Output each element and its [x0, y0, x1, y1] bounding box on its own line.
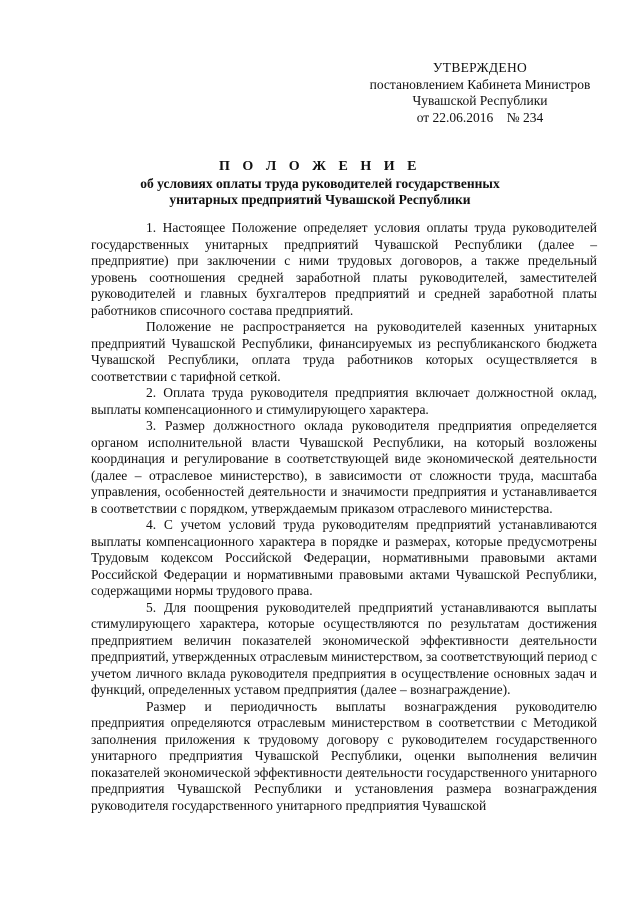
- approval-date-number: от 22.06.2016 № 234: [416, 109, 544, 125]
- paragraph-1: 1. Настоящее Положение определяет условия оплаты труда руководителей государственных унитарных предприятий Чувашской Республики (далее – предприятие) при заключении с ними трудовых договоров, а также предельный уровень соотношения средней заработной платы руководителей, заместителей руководителей и главных бухгалтеров предприятий и средней заработной платы работников списочного состава предприятий.: [91, 220, 597, 318]
- approval-heading: УТВЕРЖДЕНО: [432, 60, 528, 75]
- paragraph-5-continued: Размер и периодичность выплаты вознаграждения руководителю предприятия определяются отраслевым министерством в соответствии с Методикой заполнения приложения к трудовому договору с руководителем государственного унитарного предприятия Чувашской Республики, оценки выполнения величин показателей экономической эффективности деятельности государственного унитарного предприятия Чувашской Республики и установления размера вознаграждения руководителя государственного унитарного предприятия Чувашской: [91, 698, 597, 813]
- document-title-block: [100, 158, 540, 208]
- paragraph-2: 2. Оплата труда руководителя предприятия включает должностной оклад, выплаты компенсационного и стимулирующего характера.: [91, 385, 597, 417]
- paragraph-4: 4. С учетом условий труда руководителям предприятий устанавливаются выплаты компенсационного характера в порядке и размерах, которые предусмотрены Трудовым кодексом Российской Федерации, нормативными правовыми актами Российской Федерации и нормативными правовыми актами Чувашской Республики, содержащими нормы трудового права.: [91, 517, 597, 598]
- paragraph-3: 3. Размер должностного оклада руководителя предприятия определяется органом исполнительной власти Чувашской Республики, на который возложены координация и регулирование в соответствующей виде экономической деятельности (далее – отраслевое министерство), в зависимости от сложности труда, масштаба управления, особенностей деятельности и значимости предприятия и устанавливается в соответствии с порядком, утверждаемым приказом отраслевого министерства.: [91, 418, 597, 516]
- document-body: [91, 220, 597, 814]
- paragraph-5: 5. Для поощрения руководителей предприятий устанавливаются выплаты стимулирующего характера, которые осуществляются по результатам достижения предприятием величин показателей экономической эффективности деятельности предприятий, утвержденных отраслевым министерством, за соответствующий период с учетом личного вклада руководителя предприятия в осуществление основных задач и функций, определенных уставом предприятия (далее – вознаграждение).: [91, 599, 597, 697]
- paragraph-1-note: Положение не распространяется на руководителей казенных унитарных предприятий Чувашской Республики, финансируемых из республиканского бюджета Чувашской Республики, оплата труда работников которых осуществляется в соответствии с тарифной сеткой.: [91, 319, 597, 384]
- document-subtitle-line-1: об условиях оплаты труда руководителей государственных: [140, 176, 500, 191]
- approval-region: Чувашской Республики: [412, 93, 548, 108]
- document-subtitle-line-2: унитарных предприятий Чувашской Республики: [169, 192, 471, 207]
- document-title: П О Л О Ж Е Н И Е: [219, 159, 421, 174]
- approval-authority: постановлением Кабинета Министров: [369, 76, 591, 92]
- approval-stamp: [350, 60, 610, 126]
